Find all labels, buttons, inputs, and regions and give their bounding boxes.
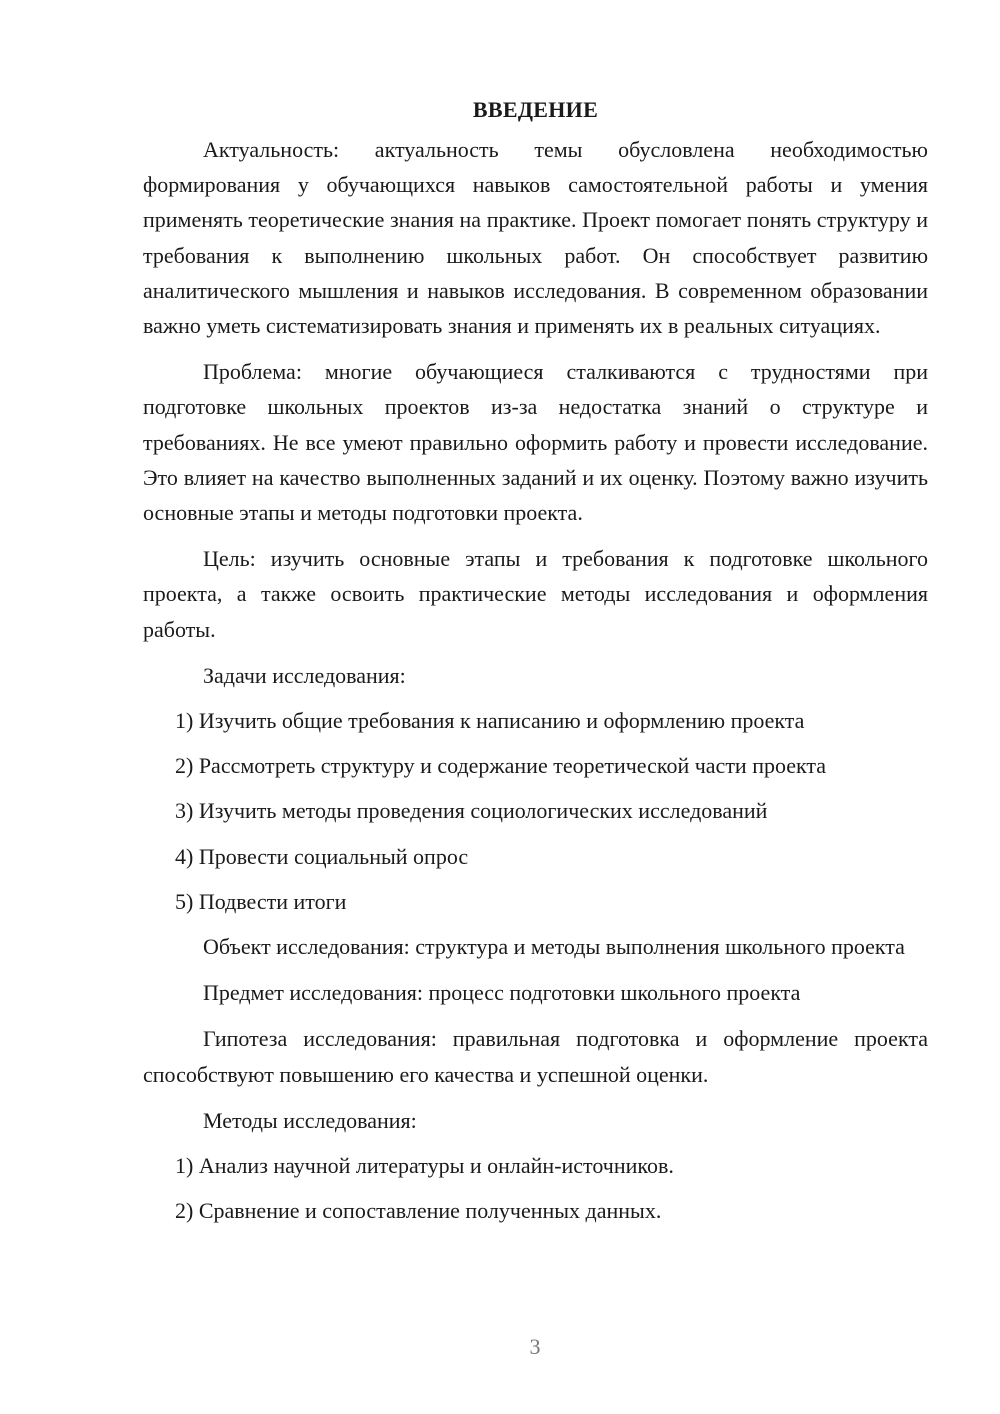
methods-list <box>143 1148 928 1228</box>
tasks-heading: Задачи исследования: <box>203 662 406 688</box>
hypothesis-paragraph: Гипотеза исследования: правильная подготовка и оформление проекта способствуют повышению его качества и успешной оценки. <box>143 1026 928 1087</box>
list-item: 2) Рассмотреть структуру и содержание теоретической части проекта <box>175 753 827 779</box>
page-content <box>143 92 928 1238</box>
list-item: 5) Подвести итоги <box>175 888 347 914</box>
relevance-paragraph: Актуальность: актуальность темы обусловлена необходимостью формирования у обучающихся навыков самостоятельной работы и умения применять теоретические знания на практике. Проект помогает понять структуру и требования к выполнению школьных работ. Он способствует развитию аналитического мышления и навыков исследования. В современном образовании важно уметь систематизировать знания и применять их в реальных ситуациях. <box>143 137 928 339</box>
list-item: 2) Сравнение и сопоставление полученных данных. <box>175 1198 662 1224</box>
list-item: 1) Анализ научной литературы и онлайн-источников. <box>175 1153 674 1179</box>
object-paragraph: Объект исследования: структура и методы выполнения школьного проекта <box>203 934 905 960</box>
section-title: ВВЕДЕНИЕ <box>472 97 599 122</box>
list-item: 4) Провести социальный опрос <box>175 843 469 869</box>
problem-paragraph: Проблема: многие обучающиеся сталкиваются с трудностями при подготовке школьных проектов из-за недостатка знаний о структуре и требованиях. Не все умеют правильно оформить работу и провести исследование. Это влияет на качество выполненных заданий и их оценку. Поэтому важно изучить основные этапы и методы подготовки проекта. <box>143 359 928 526</box>
page-number: 3 <box>529 1334 541 1359</box>
list-item: 3) Изучить методы проведения социологических исследований <box>175 798 768 824</box>
methods-heading: Методы исследования: <box>203 1107 417 1133</box>
goal-paragraph: Цель: изучить основные этапы и требования к подготовке школьного проекта, а также освоить практические методы исследования и оформления работы. <box>143 546 928 642</box>
tasks-list <box>143 703 928 919</box>
list-item: 1) Изучить общие требования к написанию и оформлению проекта <box>175 708 805 734</box>
subject-paragraph: Предмет исследования: процесс подготовки школьного проекта <box>203 980 801 1006</box>
